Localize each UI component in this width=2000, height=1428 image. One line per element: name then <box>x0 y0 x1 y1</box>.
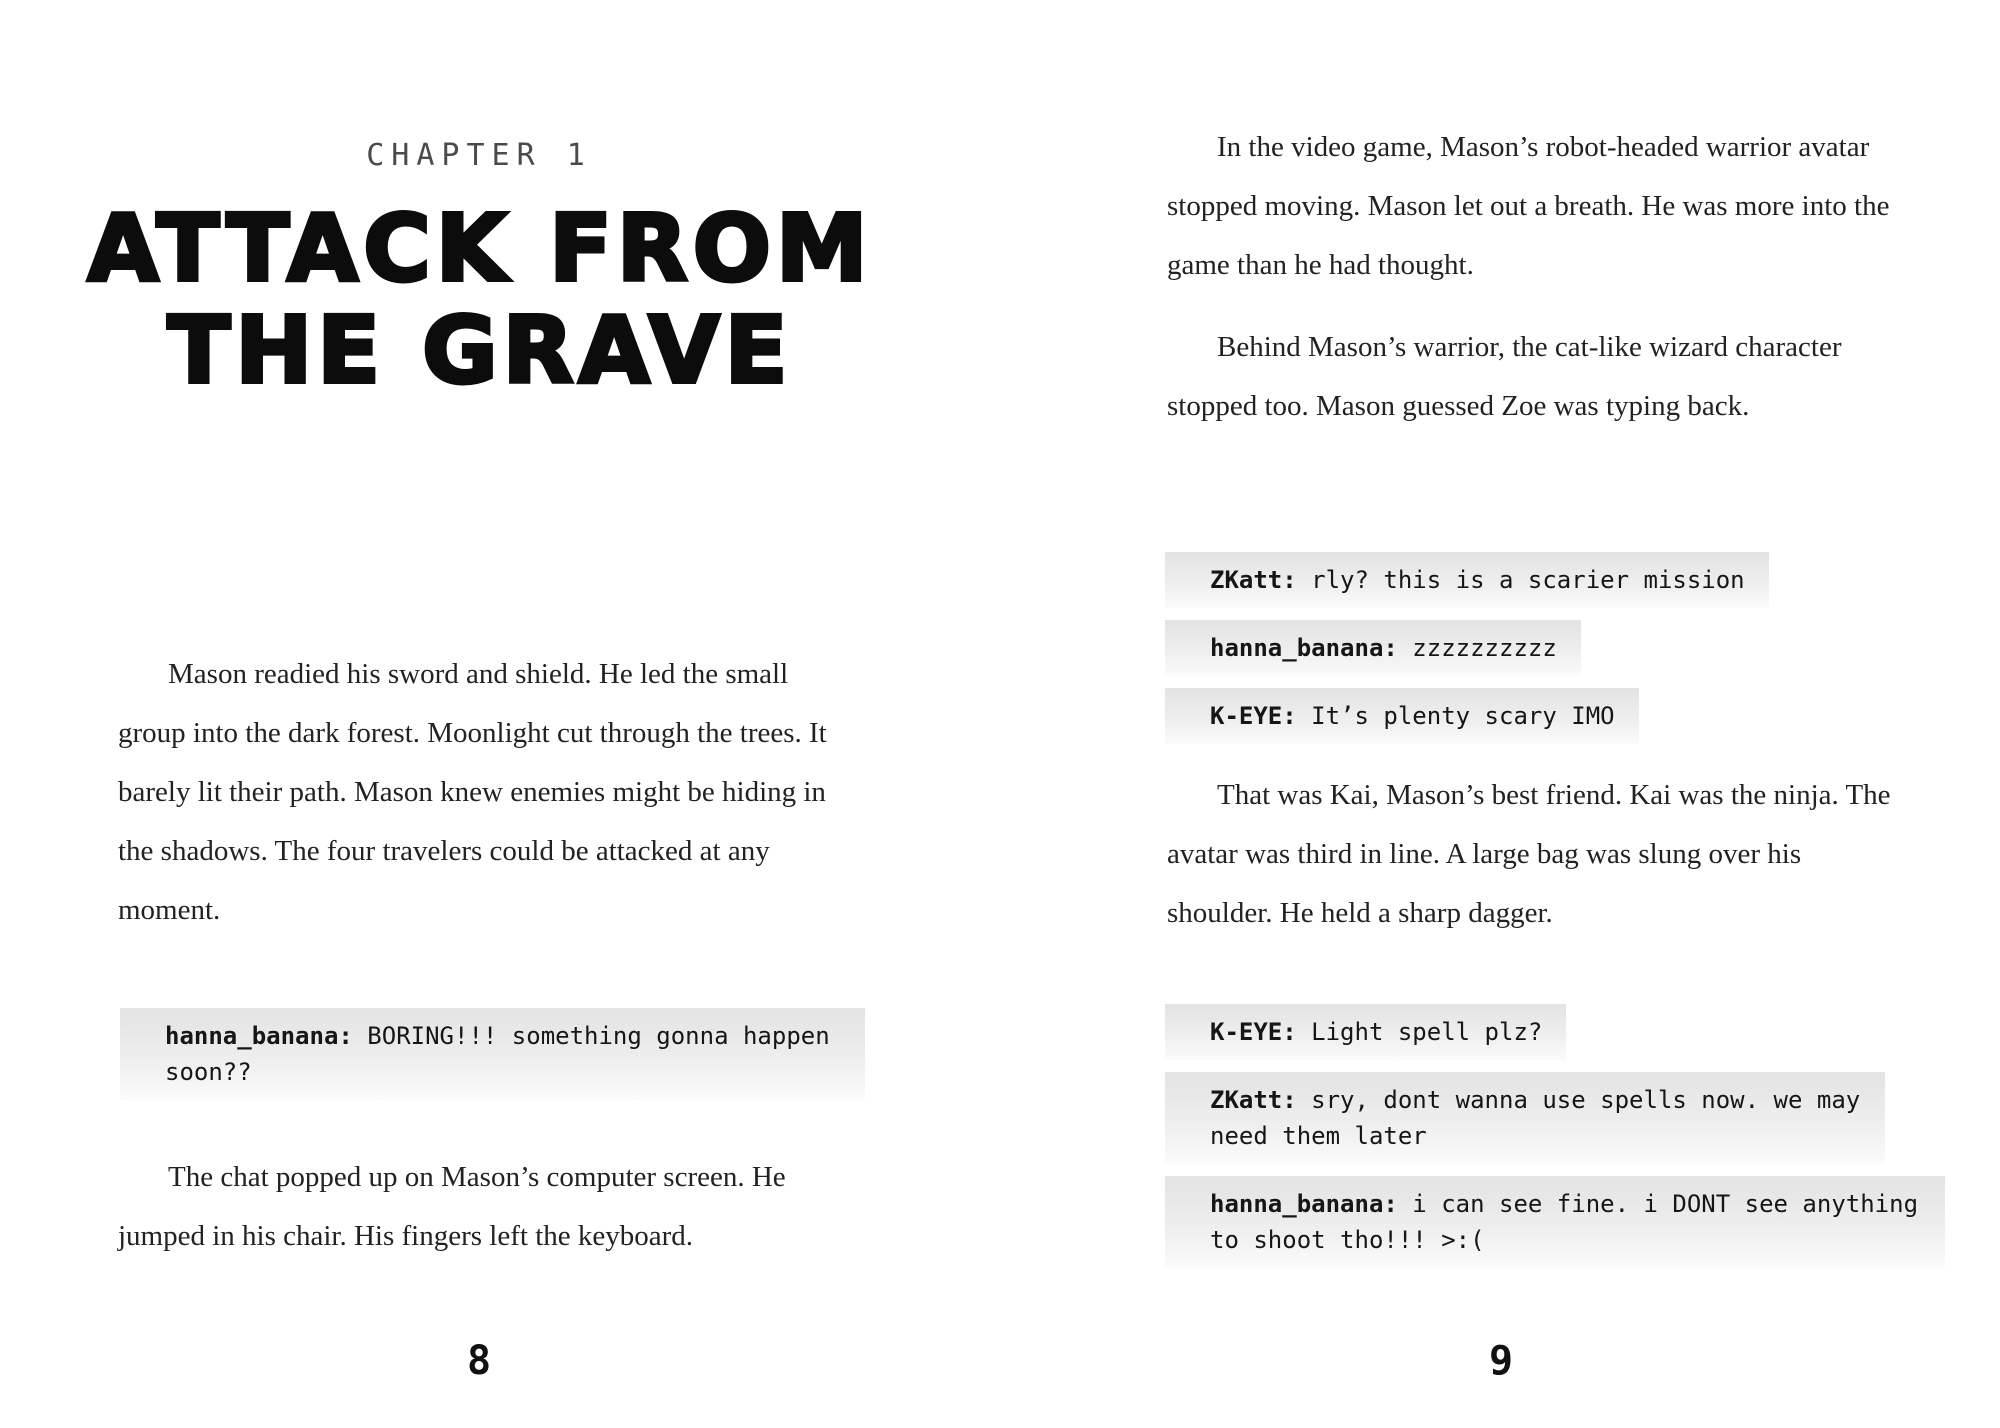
chat-text: rly? this is a scarier mission <box>1311 566 1745 594</box>
chat-message <box>1165 552 1769 608</box>
chapter-label: CHAPTER 1 <box>366 138 592 173</box>
chat-username: K-EYE: <box>1210 1018 1297 1046</box>
paragraph-forest: Mason readied his sword and shield. He led the small group into the dark forest. Moonlight cut through the trees. It barely lit their path. Mason knew enemies might be hiding in the shadows. The four travelers could be attacked at any moment. <box>118 658 827 926</box>
chat-message <box>1165 620 1581 676</box>
chat-username: ZKatt: <box>1210 566 1297 594</box>
chat-text: BORING!!! something gonna happen soon?? <box>165 1022 830 1086</box>
chat-username: K-EYE: <box>1210 702 1297 730</box>
chat-text: It’s plenty scary IMO <box>1311 702 1615 730</box>
chat-text: zzzzzzzzzz <box>1412 634 1557 662</box>
paragraph-chat-popped: The chat popped up on Mason’s computer screen. He jumped in his chair. His fingers left the keyboard. <box>118 1161 786 1252</box>
chat-text: Light spell plz? <box>1311 1018 1543 1046</box>
page-number-right: 9 <box>1488 1338 1514 1384</box>
chat-username: hanna_banana: <box>1210 634 1398 662</box>
chat-message <box>1165 1072 1885 1164</box>
paragraph-wizard: Behind Mason’s warrior, the cat-like wizard character stopped too. Mason guessed Zoe was typing back. <box>1167 331 1842 422</box>
chat-message <box>120 1008 865 1100</box>
chat-message <box>1165 688 1639 744</box>
chat-message <box>1165 1176 1945 1268</box>
chat-block-right-1 <box>1165 552 1769 744</box>
chat-message <box>1165 1004 1566 1060</box>
chapter-title <box>40 195 920 404</box>
chapter-title-line-1: ATTACK FROM <box>87 195 873 302</box>
chat-username: ZKatt: <box>1210 1086 1297 1114</box>
paragraph-kai: That was Kai, Mason’s best friend. Kai was the ninja. The avatar was third in line. A large bag was slung over his shoulder. He held a sharp dagger. <box>1167 779 1891 929</box>
chat-text: i can see fine. i DONT see anything to shoot tho!!! >:( <box>1210 1190 1919 1254</box>
chat-block-right-2 <box>1165 1004 1945 1268</box>
paragraph-video-game: In the video game, Mason’s robot-headed warrior avatar stopped moving. Mason let out a breath. He was more into the game than he had thought. <box>1167 131 1890 281</box>
chat-block-left <box>120 1008 865 1100</box>
chat-username: hanna_banana: <box>165 1022 353 1050</box>
chat-text: sry, dont wanna use spells now. we may need them later <box>1210 1086 1861 1150</box>
page-number-left: 8 <box>466 1338 492 1384</box>
chapter-title-line-2: THE GRAVE <box>167 297 793 404</box>
chat-username: hanna_banana: <box>1210 1190 1398 1218</box>
